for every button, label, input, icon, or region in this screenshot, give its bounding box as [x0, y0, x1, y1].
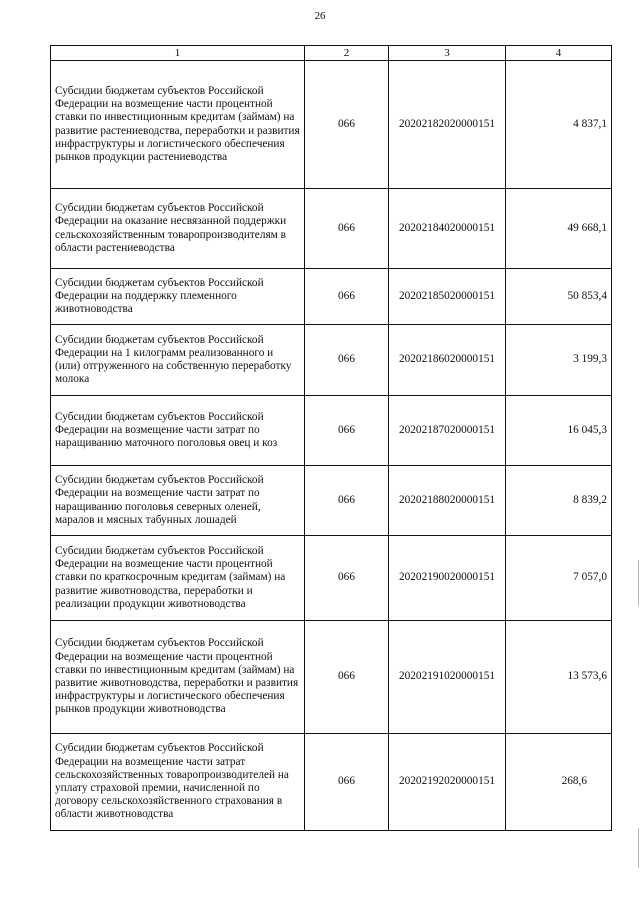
subsidy-name: Субсидии бюджетам субъектов Российской Федерации на поддержку племенного животноводства: [51, 269, 305, 325]
table-row: [51, 621, 612, 734]
admin-code: 066: [305, 536, 389, 621]
amount: 13 573,6: [506, 621, 612, 734]
budget-class-code: 20202190020000151: [389, 536, 506, 621]
amount: 8 839,2: [506, 466, 612, 536]
budget-class-code: 20202187020000151: [389, 396, 506, 466]
subsidy-name: Субсидии бюджетам субъектов Российской Федерации на возмещение части затрат по наращиванию поголовья северных оленей, маралов и мясных табунных лошадей: [51, 466, 305, 536]
scan-edge-mark: [638, 828, 639, 868]
table-row: [51, 466, 612, 536]
budget-class-code: 20202185020000151: [389, 269, 506, 325]
column-header: 1: [51, 46, 305, 61]
admin-code: 066: [305, 61, 389, 189]
page-number: 26: [314, 10, 326, 22]
amount: 49 668,1: [506, 189, 612, 269]
table-row: [51, 189, 612, 269]
table-row: [51, 325, 612, 396]
admin-code: 066: [305, 396, 389, 466]
subsidy-name: Субсидии бюджетам субъектов Российской Федерации на оказание несвязанной поддержки сельскохозяйственным товаропроизводителям в области растениеводства: [51, 189, 305, 269]
column-header: 2: [305, 46, 389, 61]
amount: 16 045,3: [506, 396, 612, 466]
budget-class-code: 20202192020000151: [389, 734, 506, 831]
table-row: [51, 734, 612, 831]
budget-class-code: 20202184020000151: [389, 189, 506, 269]
amount: 4 837,1: [506, 61, 612, 189]
subsidy-name: Субсидии бюджетам субъектов Российской Федерации на возмещение части затрат по наращиванию маточного поголовья овец и коз: [51, 396, 305, 466]
admin-code: 066: [305, 466, 389, 536]
admin-code: 066: [305, 269, 389, 325]
header-row: [51, 46, 612, 61]
scan-edge-mark: [638, 560, 639, 606]
subsidy-name: Субсидии бюджетам субъектов Российской Федерации на возмещение части затрат сельскохозяйственных товаропроизводителей на уплату страховой премии, начисленной по договору сельскохозяйственного страхования в области животноводства: [51, 734, 305, 831]
admin-code: 066: [305, 734, 389, 831]
table-row: [51, 536, 612, 621]
budget-class-code: 20202191020000151: [389, 621, 506, 734]
subsidy-name: Субсидии бюджетам субъектов Российской Федерации на 1 килограмм реализованного и (или) отгруженного на собственную переработку молока: [51, 325, 305, 396]
table-row: [51, 61, 612, 189]
budget-class-code: 20202188020000151: [389, 466, 506, 536]
budget-table: [50, 45, 612, 831]
column-header: 4: [506, 46, 612, 61]
subsidy-name: Субсидии бюджетам субъектов Российской Федерации на возмещение части процентной ставки по краткосрочным кредитам (займам) на развитие животноводства, переработки и реализации продукции животноводства: [51, 536, 305, 621]
table-row: [51, 396, 612, 466]
admin-code: 066: [305, 189, 389, 269]
amount: 3 199,3: [506, 325, 612, 396]
amount: 7 057,0: [506, 536, 612, 621]
subsidy-name: Субсидии бюджетам субъектов Российской Федерации на возмещение части процентной ставки по инвестиционным кредитам (займам) на развитие животноводства, переработки и развития инфраструктуры и логистического обеспечения рынков продукции животноводства: [51, 621, 305, 734]
amount: 268,6: [506, 734, 612, 831]
subsidy-name: Субсидии бюджетам субъектов Российской Федерации на возмещение части процентной ставки по инвестиционным кредитам (займам) на развитие растениеводства, переработки и развития инфраструктуры и логистического обеспечения рынков продукции растениеводства: [51, 61, 305, 189]
budget-class-code: 20202182020000151: [389, 61, 506, 189]
admin-code: 066: [305, 621, 389, 734]
budget-class-code: 20202186020000151: [389, 325, 506, 396]
column-header: 3: [389, 46, 506, 61]
amount: 50 853,4: [506, 269, 612, 325]
admin-code: 066: [305, 325, 389, 396]
table-row: [51, 269, 612, 325]
